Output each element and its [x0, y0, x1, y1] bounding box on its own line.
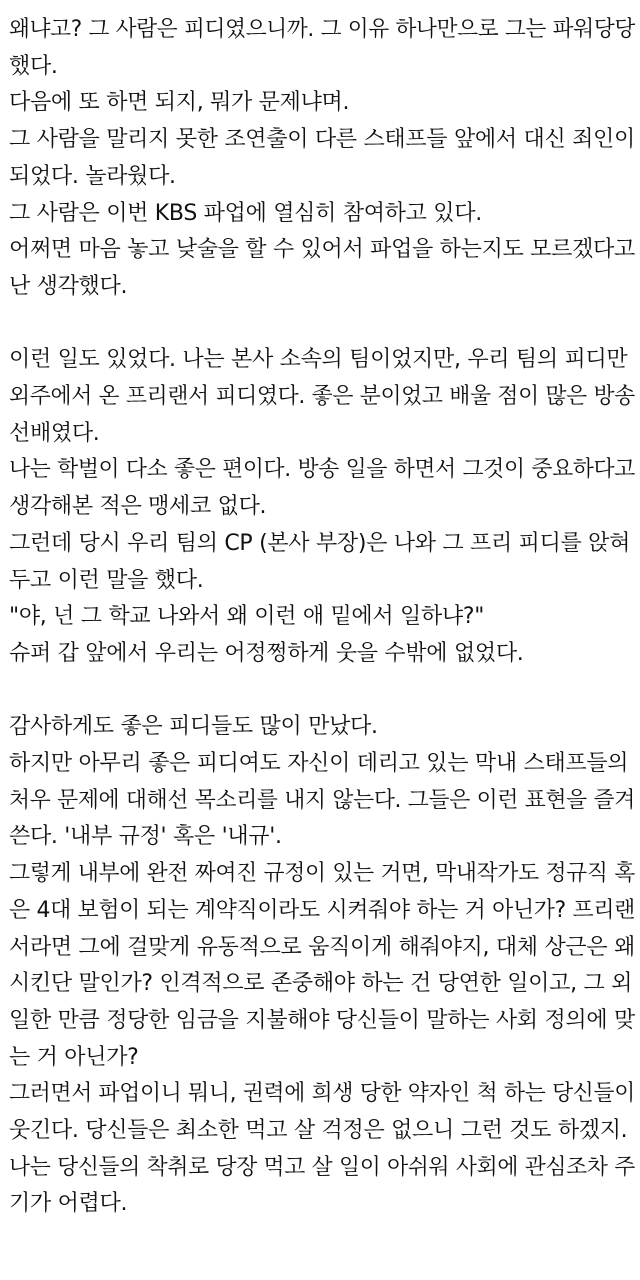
text-line: 그 사람을 말리지 못한 조연출이 다른 스태프들 앞에서 대신 죄인이: [9, 127, 635, 153]
text-line: 시킨단 말인가? 인격적으로 존중해야 하는 건 당연한 일이고, 그 외: [9, 971, 633, 997]
text-line: 생각해본 적은 맹세코 없다.: [9, 494, 267, 520]
paragraph-2: [9, 342, 635, 672]
text-line: 했다.: [9, 53, 58, 79]
text-line: 되었다. 놀라웠다.: [9, 163, 176, 189]
text-line: 어쩌면 마음 놓고 낮술을 할 수 있어서 파업을 하는지도 모르겠다고: [9, 237, 635, 263]
text-line: 그런데 당시 우리 팀의 CP (본사 부장)은 나와 그 프리 피디를 앉혀: [9, 530, 631, 556]
paragraph-3: [9, 709, 635, 1223]
text-line: 두고 이런 말을 했다.: [9, 567, 204, 593]
text-line: 이런 일도 있었다. 나는 본사 소속의 팀이었지만, 우리 팀의 피디만: [9, 347, 628, 373]
paragraph-1: [9, 12, 635, 306]
text-line: 선배였다.: [9, 420, 100, 446]
text-line: 그렇게 내부에 완전 짜여진 규정이 있는 거면, 막내작가도 정규직 혹: [9, 861, 635, 887]
text-line: 그러면서 파업이니 뭐니, 권력에 희생 당한 약자인 척 하는 당신들이: [9, 1081, 635, 1107]
text-line: 서라면 그에 걸맞게 유동적으로 움직이게 해줘야지, 대체 상근은 왜: [9, 934, 635, 960]
text-line: 다음에 또 하면 되지, 뭐가 문제냐며.: [9, 90, 350, 116]
text-line: 웃긴다. 당신들은 최소한 먹고 살 걱정은 없으니 그런 것도 하겠지.: [9, 1118, 628, 1144]
article-body: [9, 12, 635, 1260]
text-line: 하지만 아무리 좋은 피디여도 자신이 데리고 있는 막내 스태프들의: [9, 751, 629, 777]
text-line: 그 사람은 이번 KBS 파업에 열심히 참여하고 있다.: [9, 200, 482, 226]
text-line: 은 4대 보험이 되는 계약직이라도 시켜줘야 하는 거 아닌가? 프리랜: [9, 897, 635, 923]
text-line: 는 거 아닌가?: [9, 1044, 139, 1070]
text-line: 기가 어렵다.: [9, 1191, 128, 1217]
text-line: 나는 학벌이 다소 좋은 편이다. 방송 일을 하면서 그것이 중요하다고: [9, 457, 635, 483]
text-line: 난 생각했다.: [9, 273, 128, 299]
quote-line: "야, 넌 그 학교 나와서 왜 이런 애 밑에서 일하냐?": [9, 604, 485, 630]
text-line: 슈퍼 갑 앞에서 우리는 어정쩡하게 웃을 수밖에 없었다.: [9, 640, 524, 666]
text-line: 감사하게도 좋은 피디들도 많이 만났다.: [9, 714, 378, 740]
text-line: 처우 문제에 대해선 목소리를 내지 않는다. 그들은 이런 표현을 즐겨: [9, 787, 635, 813]
text-line: 왜냐고? 그 사람은 피디였으니까. 그 이유 하나만으로 그는 파워당당: [9, 17, 635, 42]
text-line: 외주에서 온 프리랜서 피디였다. 좋은 분이었고 배울 점이 많은 방송: [9, 384, 635, 410]
text-line: 나는 당신들의 착취로 당장 먹고 살 일이 아쉬워 사회에 관심조차 주: [9, 1154, 635, 1180]
text-line: 쓴다. '내부 규정' 혹은 '내규'.: [9, 824, 282, 850]
text-line: 일한 만큼 정당한 임금을 지불해야 당신들이 말하는 사회 정의에 맞: [9, 1007, 635, 1033]
